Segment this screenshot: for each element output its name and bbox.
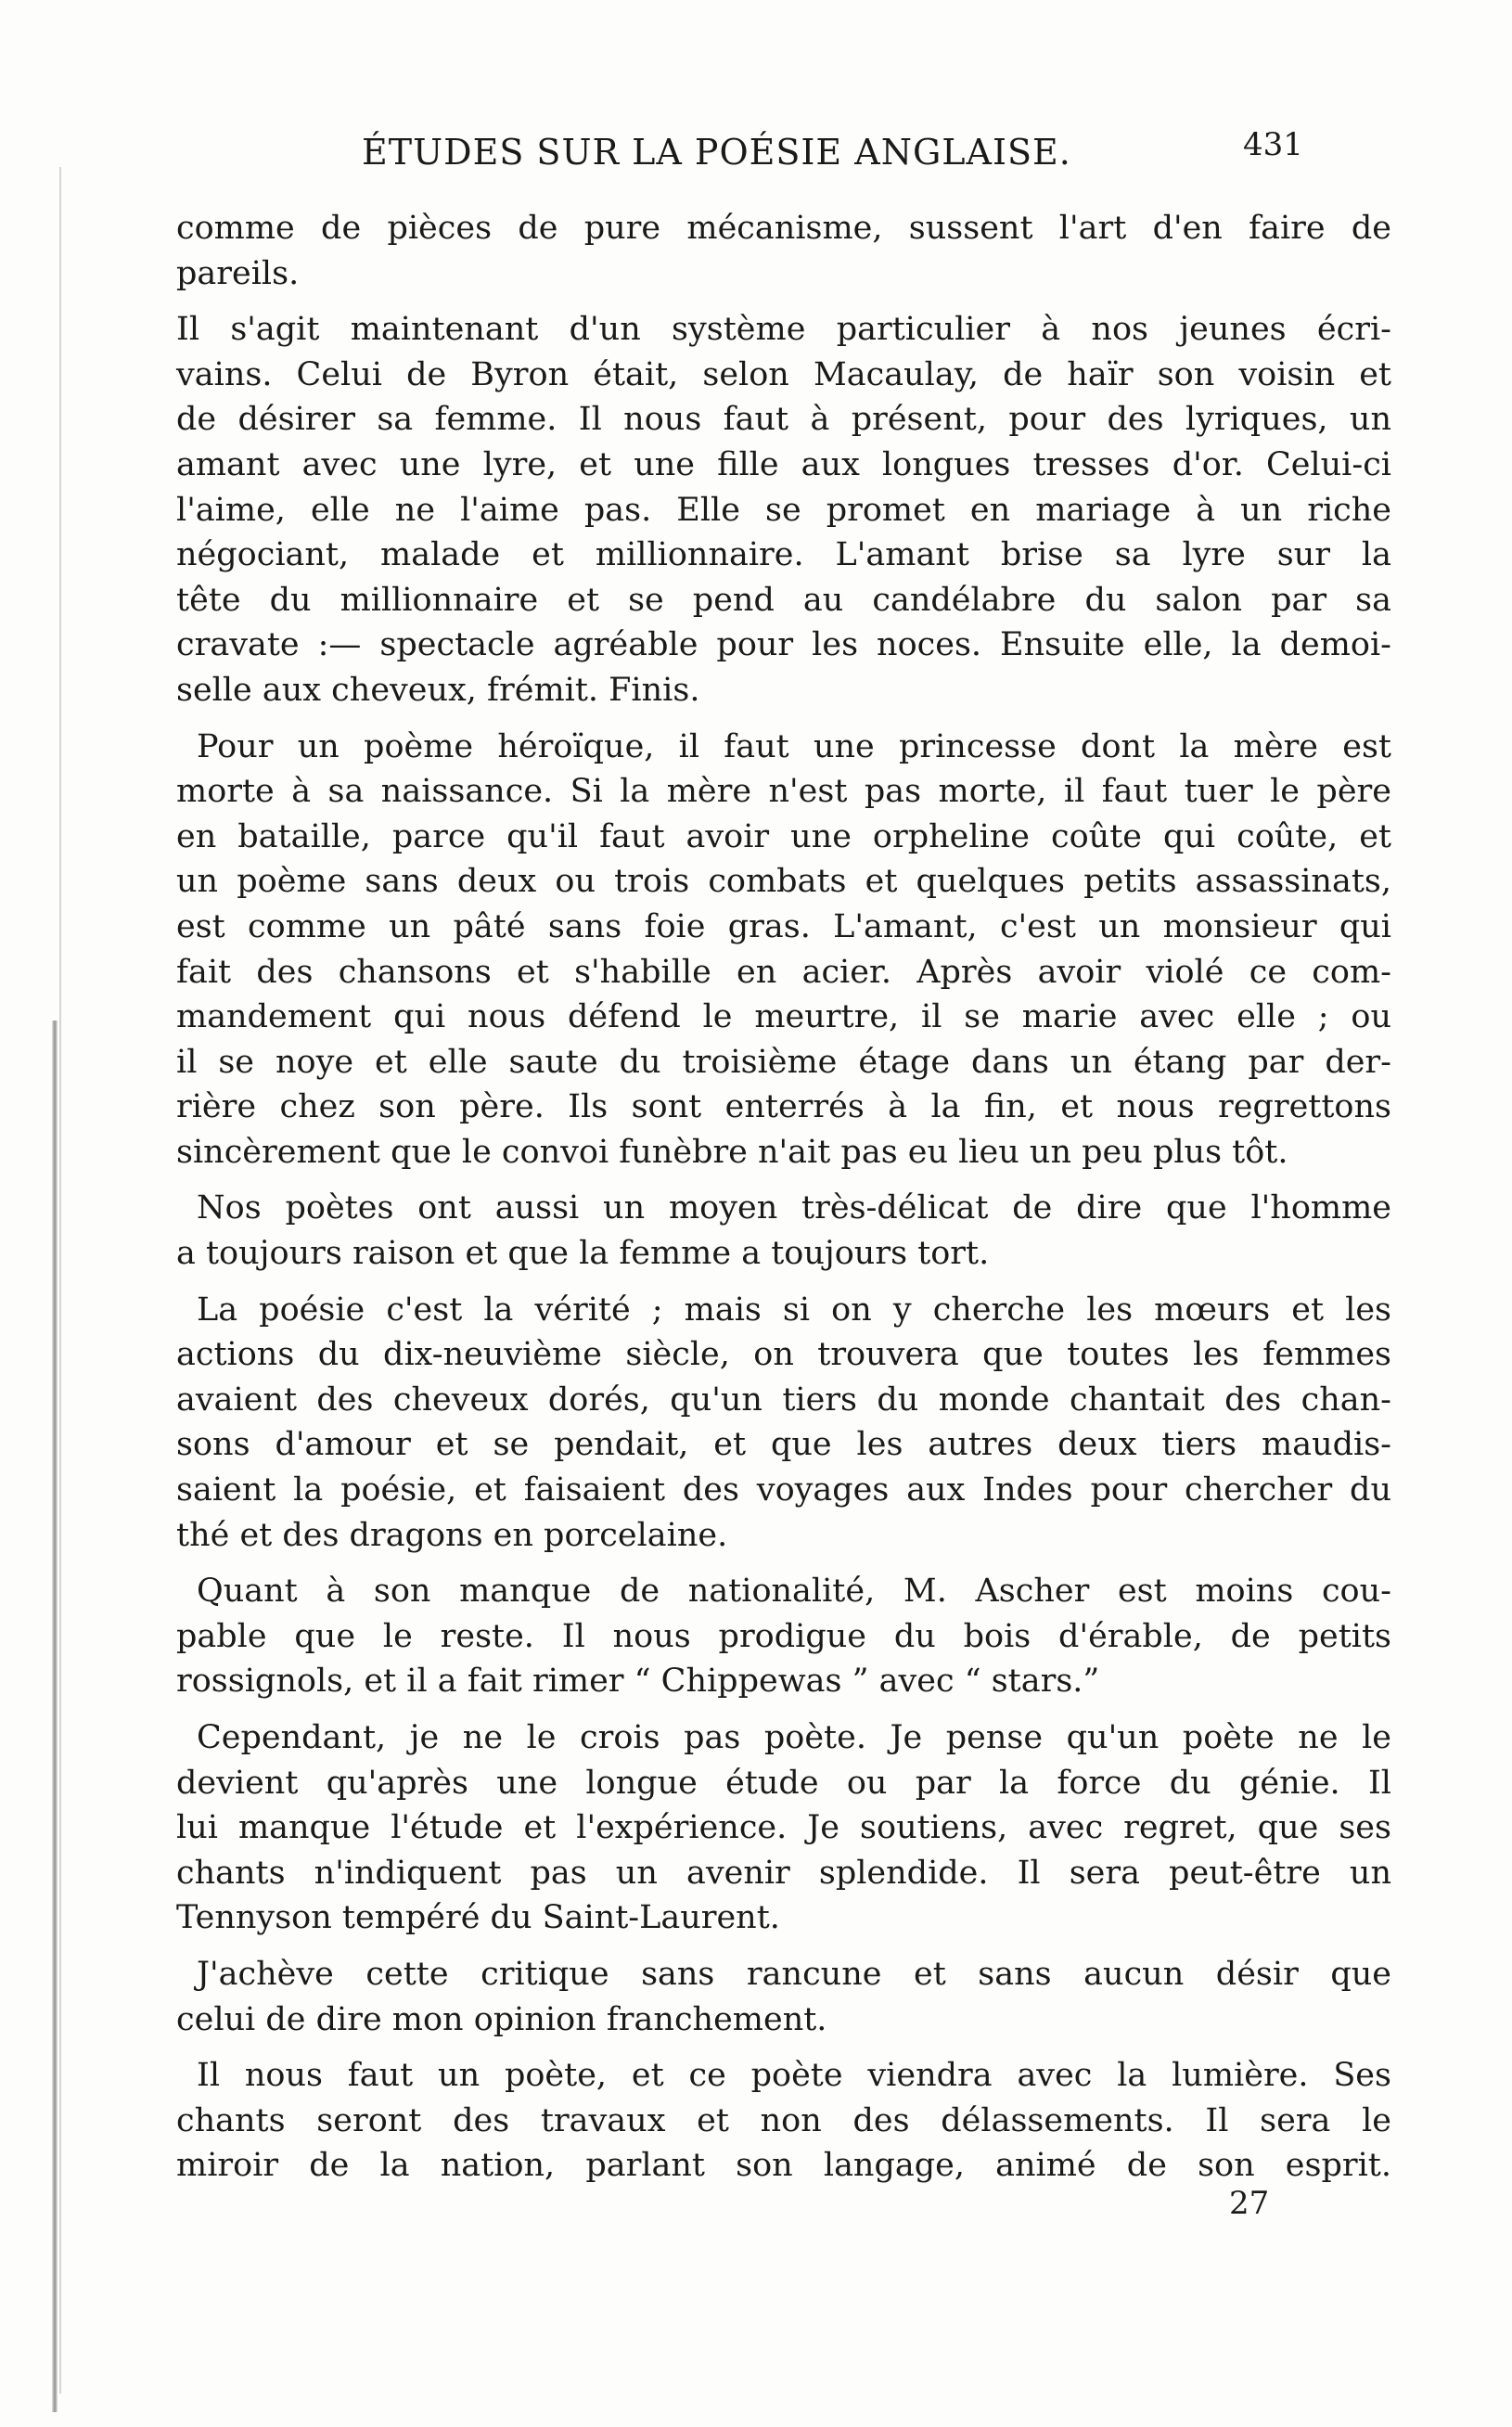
text-line: négociant, malade et millionnaire. L'amant brise sa lyre sur la <box>176 536 1391 574</box>
text-line: fait des chansons et s'habille en acier. Après avoir violé ce com- <box>176 953 1391 991</box>
text-line: devient qu'après une longue étude ou par la force du génie. Il <box>176 1764 1391 1802</box>
text-line: selle aux cheveux, frémit. Finis. <box>176 671 700 709</box>
text-line: morte à sa naissance. Si la mère n'est pas morte, il faut tuer le père <box>176 773 1391 811</box>
text-line: tête du millionnaire et se pend au candélabre du salon par sa <box>176 581 1391 619</box>
text-line: Nos poètes ont aussi un moyen très-délicat de dire que l'homme <box>197 1189 1391 1227</box>
signature-mark: 27 <box>1229 2185 1270 2222</box>
text-line: amant avec une lyre, et une fille aux longues tresses d'or. Celui-ci <box>176 445 1391 483</box>
paragraph-gap <box>176 1941 1391 1952</box>
text-line: de désirer sa femme. Il nous faut à présent, pour des lyriques, un <box>176 401 1391 439</box>
text-line: saient la poésie, et faisaient des voyages aux Indes pour chercher du <box>176 1471 1391 1509</box>
text-line: rossignols, et il a fait rimer “ Chippewas ” avec “ stars.” <box>176 1663 1100 1701</box>
text-line: J'achève cette critique sans rancune et sans aucun désir que <box>197 1955 1391 1993</box>
text-line: pable que le reste. Il nous prodigue du bois d'érable, de petits <box>176 1617 1391 1655</box>
paragraph-gap <box>176 1277 1391 1288</box>
text-line: vains. Celui de Byron était, selon Macaulay, de haïr son voisin et <box>176 355 1391 393</box>
text-line: chants n'indiquent pas un avenir splendide. Il sera peut-être un <box>176 1854 1391 1892</box>
page-number: 431 <box>1243 126 1303 163</box>
text-line: rière chez son père. Ils sont enterrés à la fin, et nous regrettons <box>176 1088 1391 1126</box>
text-line: actions du dix-neuvième siècle, on trouvera que toutes les femmes <box>176 1336 1391 1374</box>
text-line: il se noye et elle saute du troisième étage dans un étang par der- <box>176 1043 1391 1081</box>
text-line: a toujours raison et que la femme a toujours tort. <box>176 1235 990 1273</box>
text-line: sons d'amour et se pendait, et que les autres deux tiers maudis- <box>176 1426 1391 1464</box>
running-head: ÉTUDES SUR LA POÉSIE ANGLAISE. <box>362 132 1071 173</box>
page-header <box>186 126 1391 187</box>
body-text <box>176 206 1391 2189</box>
text-line: Quant à son manque de nationalité, M. Ascher est moins cou- <box>197 1573 1391 1611</box>
text-line: Pour un poème héroïque, il faut une princesse dont la mère est <box>197 727 1391 765</box>
text-line: avaient des cheveux dorés, qu'un tiers du monde chantait des chan- <box>176 1380 1391 1419</box>
paragraph-gap <box>176 713 1391 725</box>
paragraph-gap <box>176 1704 1391 1715</box>
text-line: en bataille, parce qu'il faut avoir une orpheline coûte qui coûte, et <box>176 817 1391 855</box>
text-line: chants seront des travaux et non des délassements. Il sera le <box>176 2101 1391 2139</box>
text-line: lui manque l'étude et l'expérience. Je soutiens, avec regret, que ses <box>176 1809 1391 1847</box>
paragraph-gap <box>176 1175 1391 1186</box>
text-line: un poème sans deux ou trois combats et quelques petits assassinats, <box>176 863 1391 901</box>
paragraph-gap <box>176 1558 1391 1569</box>
text-line: Il s'agit maintenant d'un système particulier à nos jeunes écri- <box>176 311 1391 349</box>
binding-edge-line <box>59 167 61 2394</box>
text-line: thé et des dragons en porcelaine. <box>176 1516 728 1554</box>
paragraph-gap <box>176 296 1391 307</box>
text-line: pareils. <box>176 254 300 292</box>
binding-shadow <box>52 1021 58 2412</box>
text-line: sincèrement que le convoi funèbre n'ait pas eu lieu un peu plus tôt. <box>176 1133 1288 1171</box>
text-line: comme de pièces de pure mécanisme, sussent l'art d'en faire de <box>176 210 1391 247</box>
text-line: La poésie c'est la vérité ; mais si on y cherche les mœurs et les <box>197 1291 1391 1329</box>
text-line: Tennyson tempéré du Saint-Laurent. <box>176 1899 780 1937</box>
text-line: cravate :— spectacle agréable pour les noces. Ensuite elle, la demoi- <box>176 626 1391 664</box>
text-line: mandement qui nous défend le meurtre, il se marie avec elle ; ou <box>176 998 1391 1036</box>
paragraph-gap <box>176 2042 1391 2053</box>
text-line: celui de dire mon opinion franchement. <box>176 2000 827 2038</box>
text-line: Cependant, je ne le crois pas poète. Je pense qu'un poète ne le <box>197 1719 1391 1756</box>
text-line: l'aime, elle ne l'aime pas. Elle se promet en mariage à un riche <box>176 491 1391 529</box>
text-line: miroir de la nation, parlant son langage, animé de son esprit. <box>176 2147 1391 2185</box>
text-line: Il nous faut un poète, et ce poète viendra avec la lumière. Ses <box>197 2057 1391 2095</box>
text-line: est comme un pâté sans foie gras. L'amant, c'est un monsieur qui <box>176 907 1391 945</box>
